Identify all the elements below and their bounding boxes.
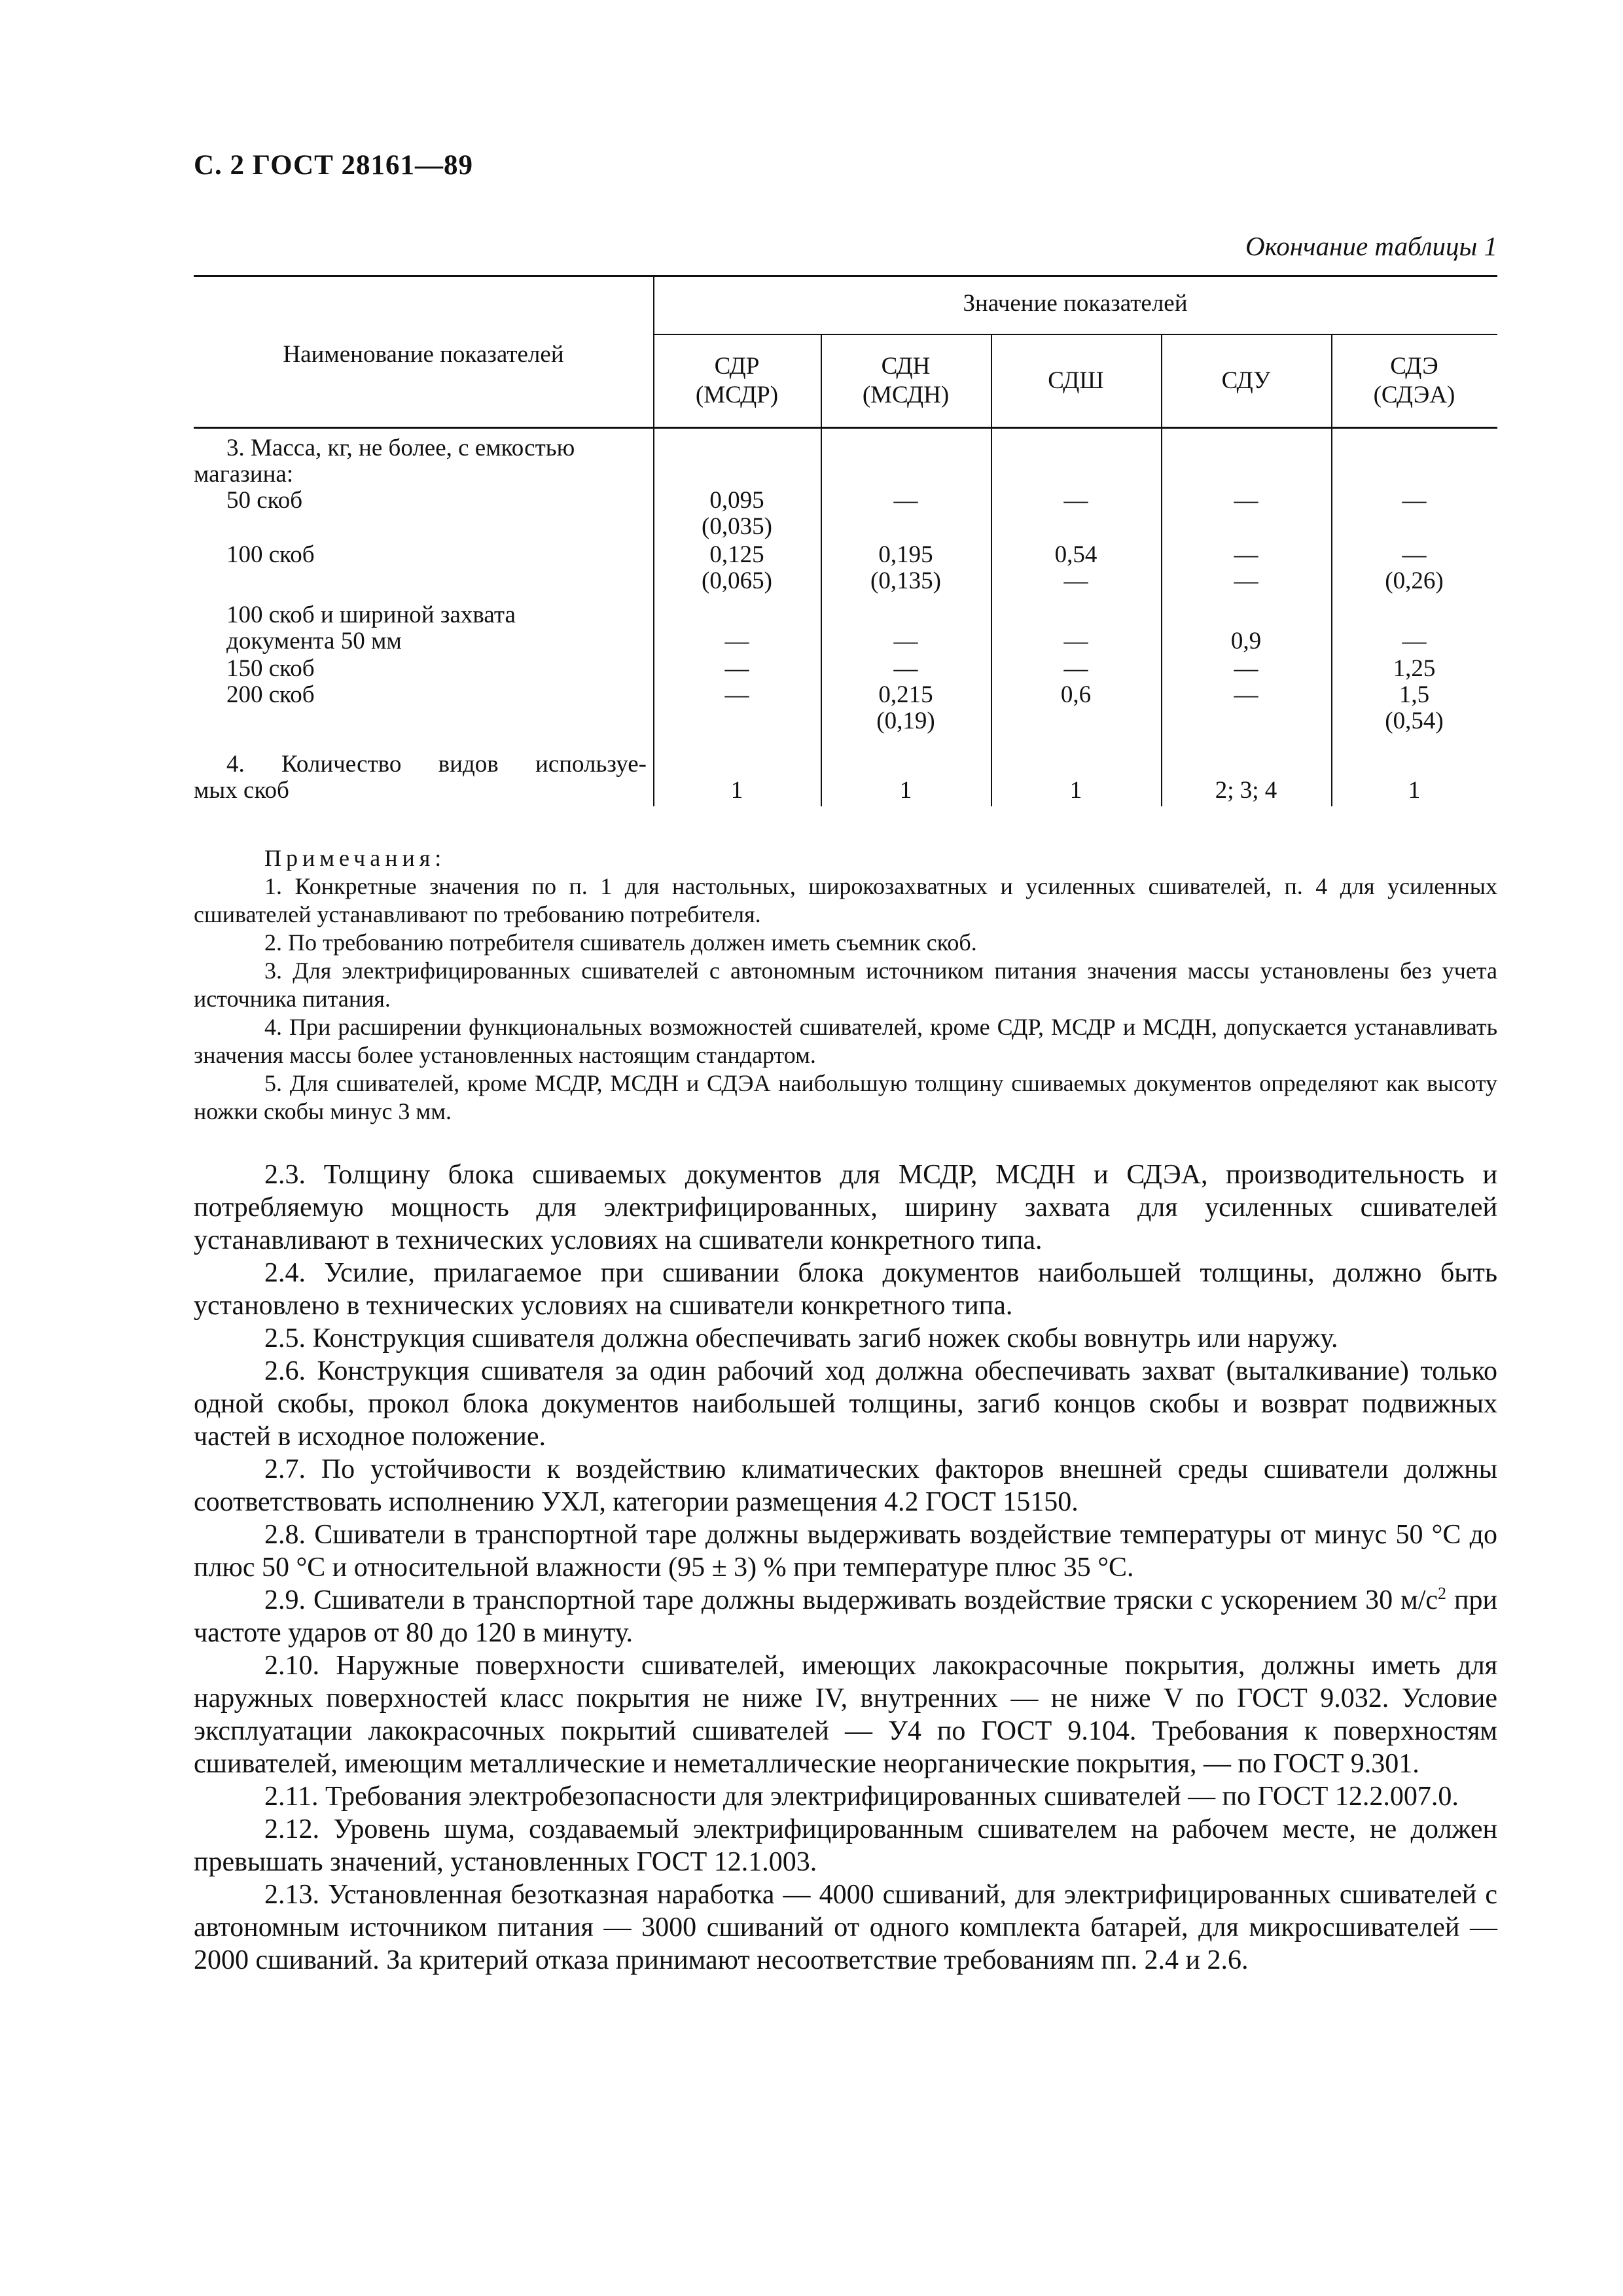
table-cell: — bbox=[1234, 541, 1258, 568]
table-cell: 0,54 bbox=[1054, 541, 1097, 568]
specs-table bbox=[194, 275, 1497, 806]
table-cell: — bbox=[893, 628, 918, 655]
table-cell: — bbox=[1063, 628, 1088, 655]
paragraph: 2.5. Конструкция сшивателя должна обеспечивать загиб ножек скобы вовнутрь или наружу. bbox=[264, 1323, 1338, 1354]
paragraph: 2.10. Наружные поверхности сшивателей, имеющих лакокрасочные покрытия, должны иметь для наружных поверхностей класс покрытия не ниже IV, внутренних — не ниже V по ГОСТ 9.032. Условие эксплуатации лакокрасочных покрытий сшивателей — У4 по ГОСТ 9.104. Требования к поверхностям сшивателей, имеющим металлические и неметаллические неорганические покрытия, — по ГОСТ 9.301. bbox=[194, 1651, 1497, 1779]
body-text bbox=[194, 1158, 1497, 1977]
table-cell: — bbox=[893, 487, 918, 514]
col-header-sdsh: СДШ bbox=[1048, 367, 1104, 394]
table-cell: 1 bbox=[730, 777, 743, 804]
table-cell: (0,065) bbox=[702, 567, 772, 594]
paragraph: 2.13. Установленная безотказная наработка — 4000 сшиваний, для электрифицированных сшивателей с автономным источником питания — 3000 сшиваний от одного комплекта батарей, для микросшивателей — 2000 сшиваний. За критерий отказа принимают несоответствие требованиям пп. 2.4 и 2.6. bbox=[194, 1880, 1497, 1975]
table-cell: 0,6 bbox=[1060, 681, 1092, 708]
col-header-line: СДЭ bbox=[1390, 353, 1438, 380]
table-cell: — bbox=[1402, 628, 1427, 655]
row-label: 3. Масса, кг, не более, с емкостью bbox=[226, 435, 575, 461]
col-header-line: СДН bbox=[881, 353, 931, 380]
table-cell: — bbox=[1402, 541, 1427, 568]
header-bottom-rule bbox=[194, 427, 1497, 429]
col-header-sdr bbox=[653, 352, 821, 410]
row-label: 50 скоб bbox=[226, 487, 303, 514]
table-cell: (0,54) bbox=[1385, 708, 1444, 734]
table-top-rule bbox=[194, 275, 1497, 277]
table-caption: Окончание таблицы 1 bbox=[1245, 231, 1497, 261]
table-cell: — bbox=[1063, 655, 1088, 682]
col-header-sdu: СДУ bbox=[1221, 367, 1271, 394]
table-cell: (0,035) bbox=[702, 513, 772, 540]
paragraph: 2.7. По устойчивости к воздействию климатических факторов внешней среды сшиватели должны соответствовать исполнению УХЛ, категории размещения 4.2 ГОСТ 15150. bbox=[194, 1454, 1497, 1517]
paragraph: 2.4. Усилие, прилагаемое при сшивании блока документов наибольшей толщины, должно быть установлено в технических условиях на сшиватели конкретного типа. bbox=[194, 1258, 1497, 1321]
table-cell: 1 bbox=[1408, 777, 1421, 804]
row-label: 150 скоб bbox=[226, 655, 315, 682]
paragraph-text: при частоте ударов от 80 до 120 в минуту. bbox=[194, 1585, 1497, 1648]
table-cell: 0,9 bbox=[1230, 628, 1262, 655]
table-cell: 1 bbox=[1069, 777, 1082, 804]
table-cell: 1 bbox=[899, 777, 912, 804]
table-cell: 0,195 bbox=[878, 541, 933, 568]
table-cell: — bbox=[893, 655, 918, 682]
col-header-line: (МСДР) bbox=[695, 382, 779, 408]
row-label: мых скоб bbox=[194, 777, 289, 804]
superscript: 2 bbox=[1438, 1584, 1447, 1603]
note-item: 3. Для электрифицированных сшивателей с автономным источником питания значения массы установлены без учета источника питания. bbox=[194, 958, 1497, 1012]
table-cell: (0,26) bbox=[1385, 567, 1444, 594]
table-cell: (0,135) bbox=[870, 567, 941, 594]
paragraph: 2.3. Толщину блока сшиваемых документов для МСДР, МСДН и СДЭА, производительность и потребляемую мощность для электрифицированных, ширину захвата для усиленных сшивателей устанавливают в технических условиях на сшиватели конкретного типа. bbox=[194, 1160, 1497, 1255]
row-label: магазина: bbox=[194, 461, 294, 488]
col-name-header: Наименование показателей bbox=[283, 341, 564, 368]
table-cell: — bbox=[724, 628, 749, 655]
paragraph: 2.6. Конструкция сшивателя за один рабочий ход должна обеспечивать захват (выталкивание) только одной скобы, прокол блока документов наибольшей толщины, загиб концов скобы и возврат подвижных частей в исходное положение. bbox=[194, 1356, 1497, 1452]
table-cell: 0,095 bbox=[709, 487, 764, 514]
table-cell: 2; 3; 4 bbox=[1215, 777, 1277, 804]
table-cell: 1,25 bbox=[1393, 655, 1436, 682]
table-cell: — bbox=[1402, 487, 1427, 514]
col-header-line: (МСДН) bbox=[862, 382, 950, 408]
table-cell: — bbox=[724, 681, 749, 708]
page-header: С. 2 ГОСТ 28161—89 bbox=[194, 150, 474, 181]
table-cell: — bbox=[1063, 567, 1088, 594]
row-label: 100 скоб и шириной захвата bbox=[226, 601, 516, 628]
note-item: 5. Для сшивателей, кроме МСДР, МСДН и СДЭА наибольшую толщину сшиваемых документов определяют как высоту ножки скобы минус 3 мм. bbox=[194, 1070, 1497, 1124]
row-label: 100 скоб bbox=[226, 541, 315, 568]
table-cell: (0,19) bbox=[876, 708, 935, 734]
col-header-line: СДР bbox=[714, 353, 760, 380]
paragraph-text: 2.9. Сшиватели в транспортной таре должны выдерживать воздействие тряски с ускорением 30 м/с bbox=[264, 1585, 1438, 1615]
note-item: 4. При расширении функциональных возможностей сшивателей, кроме СДР, МСДР и МСДН, допускается устанавливать значения массы более установленных настоящим стандартом. bbox=[194, 1014, 1497, 1068]
table-cell: 0,215 bbox=[878, 681, 933, 708]
col-header-line: (СДЭА) bbox=[1373, 382, 1455, 408]
paragraph: 2.8. Сшиватели в транспортной таре должны выдерживать воздействие температуры от минус 50 °С до плюс 50 °С и относительной влажности (95 ± 3) % при температуре плюс 35 °С. bbox=[194, 1520, 1497, 1583]
table-cell: — bbox=[1234, 567, 1258, 594]
note-item: 1. Конкретные значения по п. 1 для настольных, широкозахватных и усиленных сшивателей, п. 4 для усиленных сшивателей устанавливают по требованию потребителя. bbox=[194, 873, 1497, 927]
values-header: Значение показателей bbox=[963, 290, 1188, 317]
note-item: 2. По требованию потребителя сшиватель должен иметь съемник скоб. bbox=[264, 929, 977, 956]
paragraph: 2.11. Требования электробезопасности для электрифицированных сшивателей — по ГОСТ 12.2.007.0. bbox=[264, 1782, 1459, 1812]
notes-block bbox=[194, 844, 1497, 1126]
row-label: 4. Количество видов используе- bbox=[226, 751, 647, 778]
table-cell: — bbox=[1234, 655, 1258, 682]
table-cell: 1,5 bbox=[1399, 681, 1430, 708]
table-cell: — bbox=[724, 655, 749, 682]
table-cell: — bbox=[1063, 487, 1088, 514]
table-cell: — bbox=[1234, 487, 1258, 514]
col-header-sde bbox=[1331, 352, 1497, 410]
col-header-sdn bbox=[821, 352, 991, 410]
paragraph bbox=[194, 1584, 1497, 1649]
values-header-rule bbox=[653, 334, 1497, 335]
table-cell: — bbox=[1234, 681, 1258, 708]
row-label: документа 50 мм bbox=[226, 628, 402, 655]
table-cell: 0,125 bbox=[709, 541, 764, 568]
notes-title: Примечания: bbox=[264, 845, 446, 871]
paragraph: 2.12. Уровень шума, создаваемый электрифицированным сшивателем на рабочем месте, не должен превышать значений, установленных ГОСТ 12.1.003. bbox=[194, 1814, 1497, 1877]
row-label: 200 скоб bbox=[226, 681, 315, 708]
